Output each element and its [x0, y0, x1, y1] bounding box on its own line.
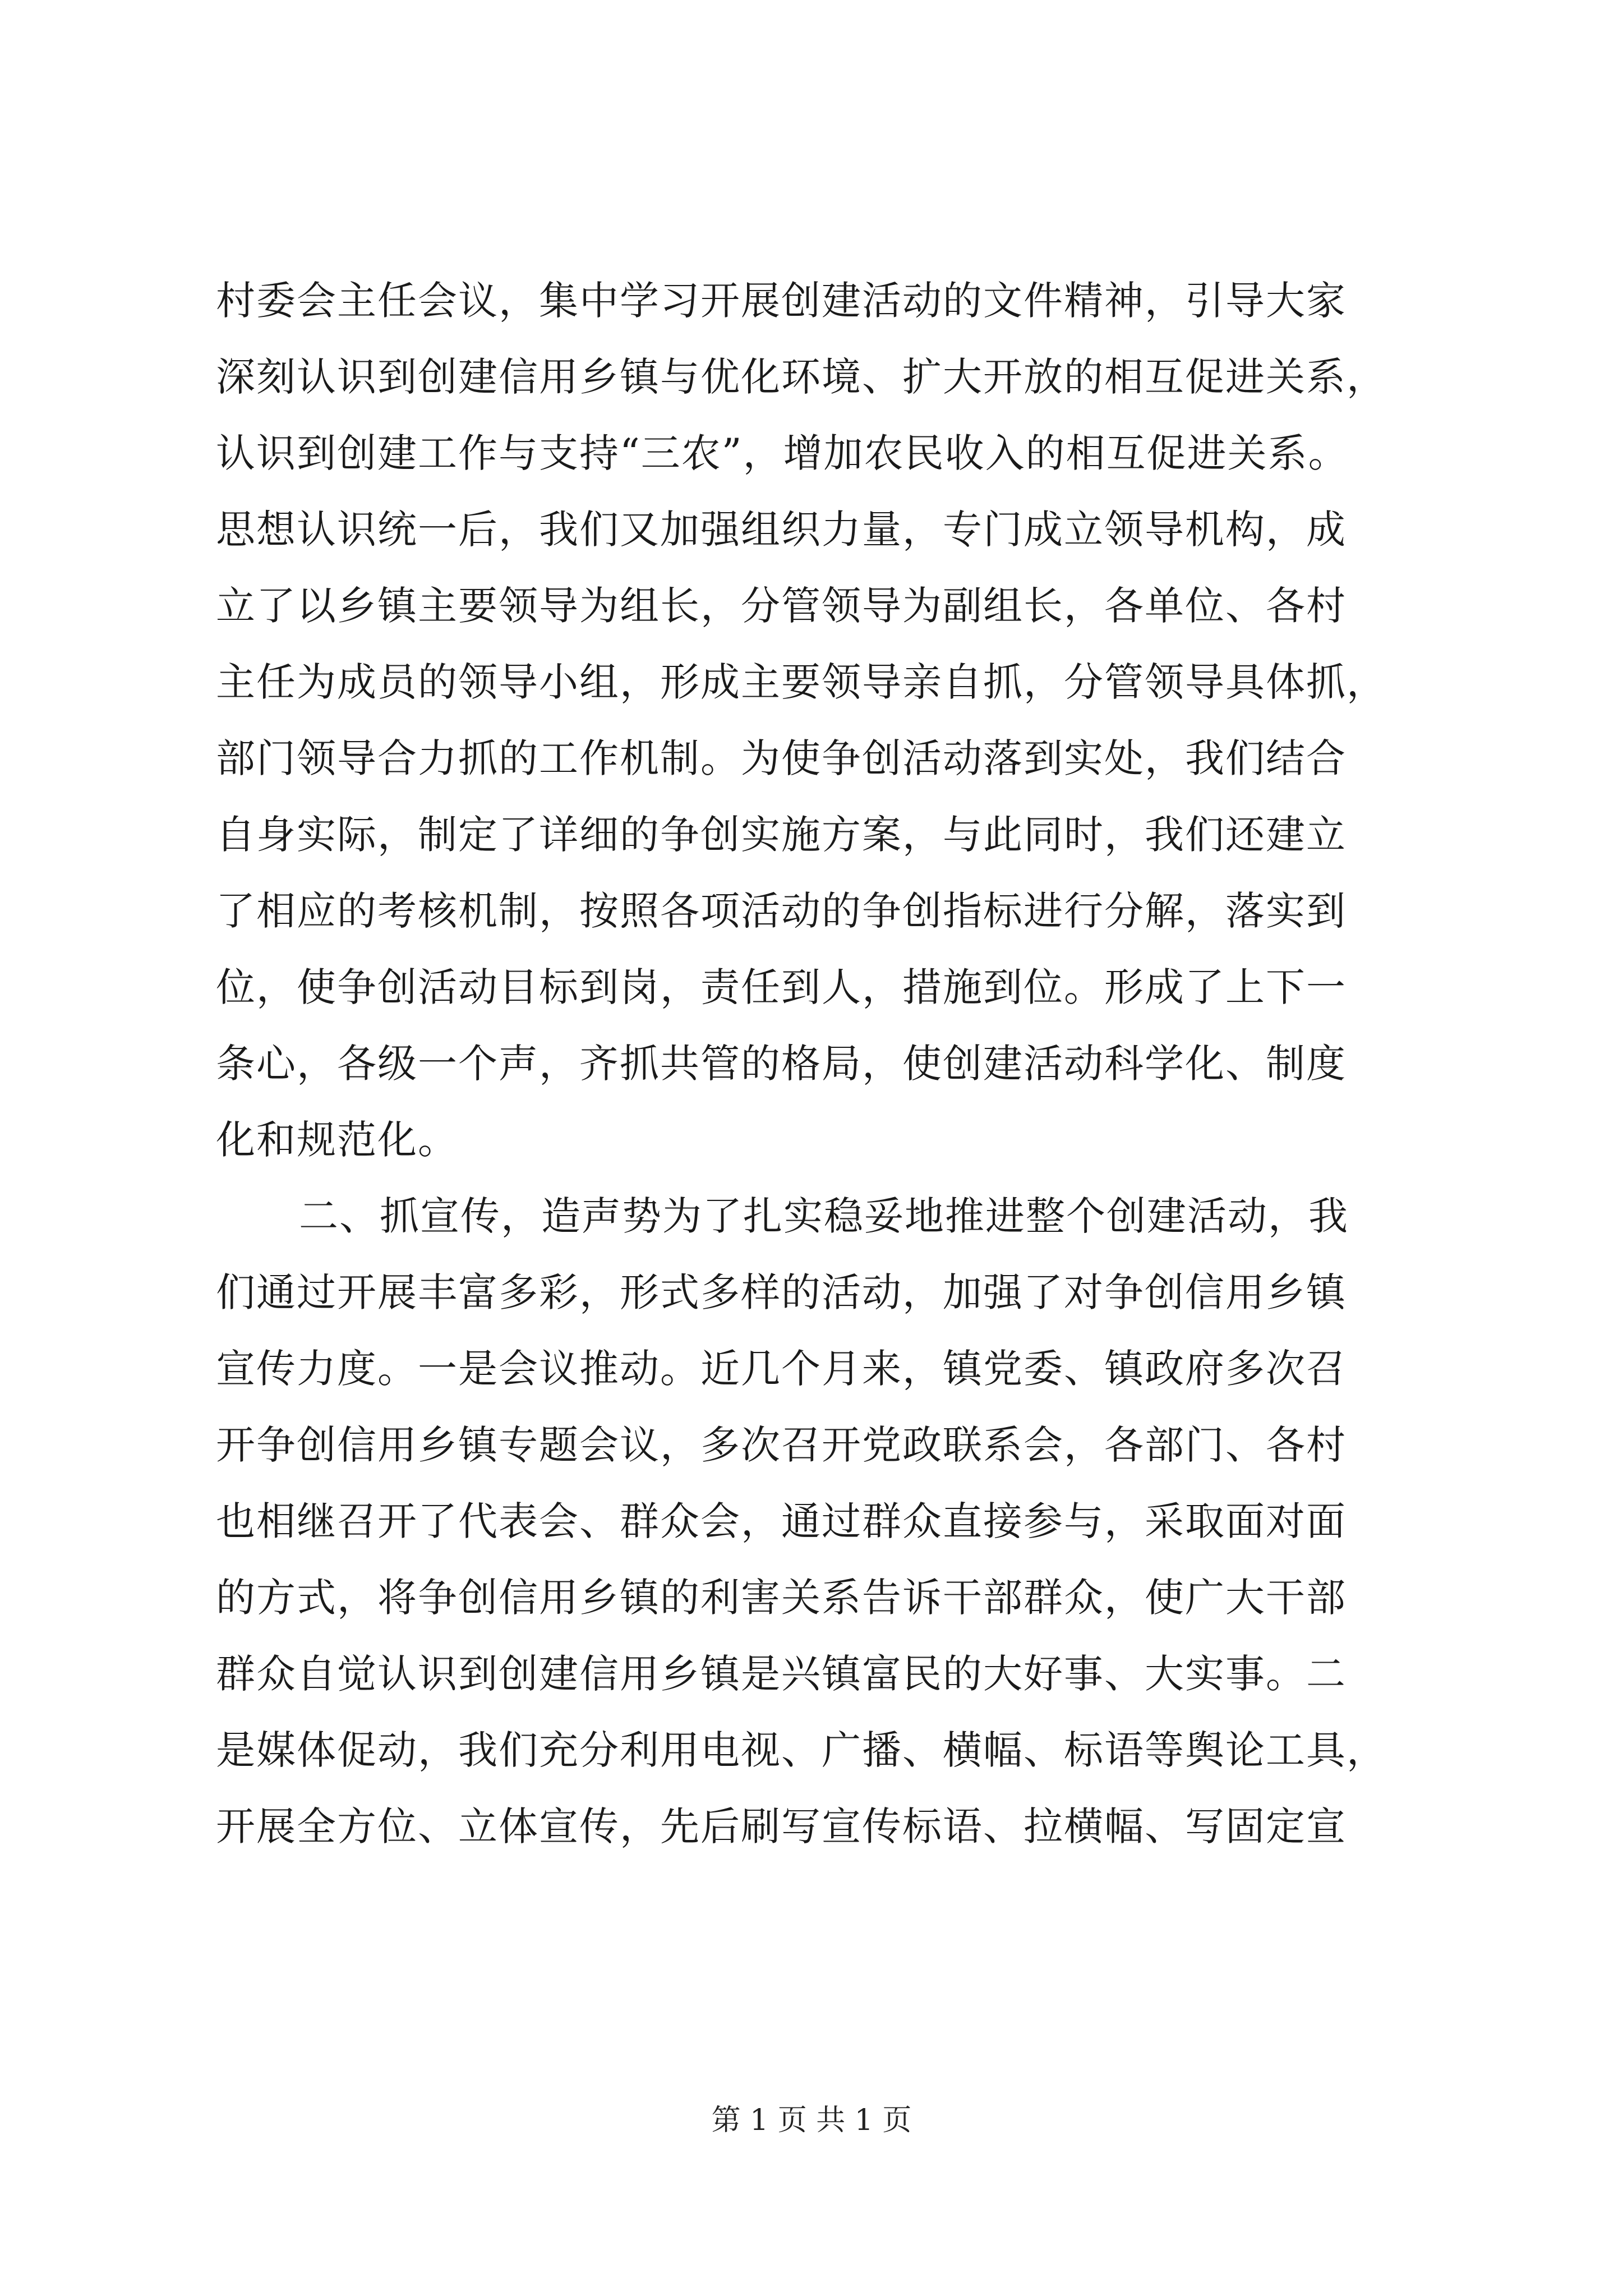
text-line: 们通过开展丰富多彩，形式多样的活动，加强了对争创信用乡镇 [216, 1269, 1347, 1315]
text-line: 深刻认识到创建信用乡镇与优化环境、扩大开放的相互促进关系， [216, 354, 1387, 400]
body-text [216, 263, 1495, 1865]
text-line: 村委会主任会议，集中学习开展创建活动的文件精神，引导大家 [216, 278, 1347, 324]
text-line: 宣传力度。一是会议推动。近几个月来，镇党委、镇政府多次召 [216, 1346, 1347, 1392]
text-line: 主任为成员的领导小组，形成主要领导亲自抓，分管领导具体抓， [216, 659, 1387, 705]
text-line: 自身实际，制定了详细的争创实施方案，与此同时，我们还建立 [216, 812, 1347, 858]
text-line: 了相应的考核机制，按照各项活动的争创指标进行分解，落实到 [216, 888, 1347, 934]
text-line: 群众自觉认识到创建信用乡镇是兴镇富民的大好事、大实事。二 [216, 1651, 1347, 1697]
text-line: 化和规范化。 [216, 1117, 458, 1163]
text-line: 思想认识统一后，我们又加强组织力量，专门成立领导机构，成 [216, 507, 1347, 553]
text-line: 部门领导合力抓的工作机制。为使争创活动落到实处，我们结合 [216, 735, 1347, 781]
text-line: 开争创信用乡镇专题会议，多次召开党政联系会，各部门、各村 [216, 1422, 1347, 1468]
text-line: 开展全方位、立体宣传，先后刷写宣传标语、拉横幅、写固定宣 [216, 1803, 1347, 1849]
text-line: 位，使争创活动目标到岗，责任到人，措施到位。形成了上下一 [216, 964, 1347, 1010]
text-line: 认识到创建工作与支持“三农”，增加农民收入的相互促进关系。 [216, 430, 1349, 476]
text-line: 立了以乡镇主要领导为组长，分管领导为副组长，各单位、各村 [216, 583, 1347, 629]
page-footer: 第 1 页 共 1 页 [711, 2104, 912, 2137]
text-line: 是媒体促动，我们充分利用电视、广播、横幅、标语等舆论工具， [216, 1727, 1387, 1773]
text-line: 也相继召开了代表会、群众会，通过群众直接参与，采取面对面 [216, 1498, 1347, 1544]
text-line: 的方式，将争创信用乡镇的利害关系告诉干部群众，使广大干部 [216, 1575, 1347, 1621]
text-line: 条心，各级一个声，齐抓共管的格局，使创建活动科学化、制度 [216, 1041, 1347, 1087]
paragraph-start-line: 二、抓宣传，造声势为了扎实稳妥地推进整个创建活动，我 [299, 1193, 1349, 1239]
